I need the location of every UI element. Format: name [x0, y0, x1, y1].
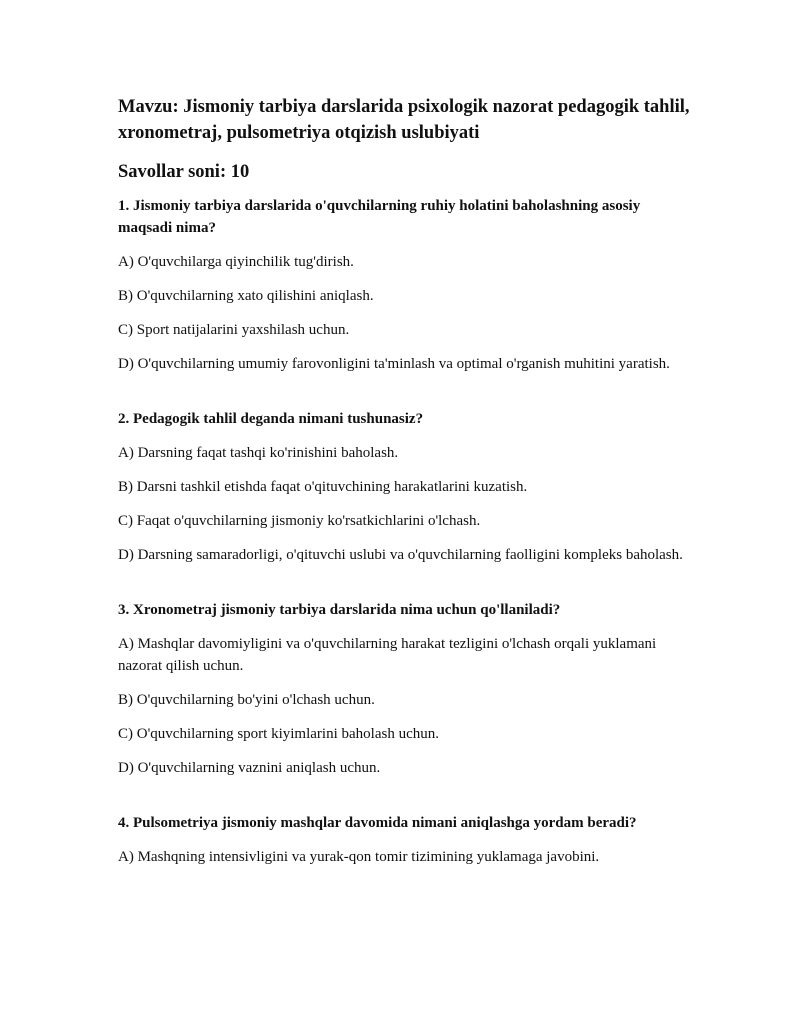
question-block-1 [118, 195, 693, 375]
answer-option-a: A) Darsning faqat tashqi ko'rinishini baholash. [118, 445, 399, 461]
question-block-3 [118, 599, 693, 779]
answer-option-c: C) O'quvchilarning sport kiyimlarini baholash uchun. [118, 726, 439, 742]
answer-option-a: A) Mashqning intensivligini va yurak-qon tomir tizimining yuklamaga javobini. [118, 849, 600, 865]
answer-option-a: A) O'quvchilarga qiyinchilik tug'dirish. [118, 254, 354, 270]
answer-option-b: B) O'quvchilarning xato qilishini aniqlash. [118, 288, 374, 304]
question-block-2 [118, 408, 693, 566]
answer-option-d: D) O'quvchilarning umumiy farovonligini ta'minlash va optimal o'rganish muhitini yaratish. [118, 356, 670, 372]
question-block-4 [118, 812, 693, 868]
answer-option-c: C) Faqat o'quvchilarning jismoniy ko'rsatkichlarini o'lchash. [118, 513, 481, 529]
answer-option-b: B) O'quvchilarning bo'yini o'lchash uchun. [118, 692, 375, 708]
answer-option-a: A) Mashqlar davomiyligini va o'quvchilarning harakat tezligini o'lchash orqali yuklamani nazorat qilish uchun. [118, 636, 657, 674]
answer-option-d: D) Darsning samaradorligi, o'qituvchi uslubi va o'quvchilarning faolligini kompleks baholash. [118, 547, 683, 563]
question-text: 2. Pedagogik tahlil deganda nimani tushunasiz? [118, 411, 424, 427]
answer-option-c: C) Sport natijalarini yaxshilash uchun. [118, 322, 350, 338]
question-text: 1. Jismoniy tarbiya darslarida o'quvchilarning ruhiy holatini baholashning asosiy maqsadi nima? [118, 198, 641, 236]
document-page [118, 94, 693, 880]
question-text: 3. Xronometraj jismoniy tarbiya darslarida nima uchun qo'llaniladi? [118, 602, 561, 618]
answer-option-b: B) Darsni tashkil etishda faqat o'qituvchining harakatlarini kuzatish. [118, 479, 528, 495]
question-text: 4. Pulsometriya jismoniy mashqlar davomida nimani aniqlashga yordam beradi? [118, 815, 637, 831]
answer-option-d: D) O'quvchilarning vaznini aniqlash uchun. [118, 760, 381, 776]
question-count: Savollar soni: 10 [118, 162, 250, 182]
document-title: Mavzu: Jismoniy tarbiya darslarida psixologik nazorat pedagogik tahlil, xronometraj, pulsometriya otqizish uslubiyati [118, 97, 690, 143]
